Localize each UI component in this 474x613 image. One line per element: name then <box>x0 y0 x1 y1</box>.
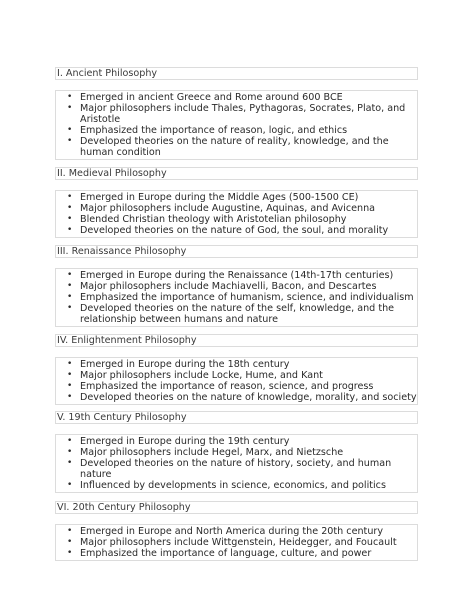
list-item: • Major philosophers include Wittgenstein, Heidegger, and Foucault <box>67 537 397 548</box>
list-item: • Developed theories on the nature of knowledge, morality, and society <box>67 392 417 403</box>
list-item: • Influenced by developments in science, economics, and politics <box>67 480 386 491</box>
section-enlightenment-philosophy <box>55 334 418 405</box>
list-item: • Major philosophers include Locke, Hume, and Kant <box>67 370 323 381</box>
bullet-icon: • <box>67 480 73 490</box>
bullet-icon: • <box>67 92 73 102</box>
bullet-icon: • <box>67 359 73 369</box>
list-item: • Major philosophers include Hegel, Marx, and Nietzsche <box>67 447 344 458</box>
bullet-icon: • <box>67 548 73 558</box>
section-heading: V. 19th Century Philosophy <box>55 411 418 424</box>
section-ancient-philosophy <box>55 67 418 160</box>
list-item: • Emerged in Europe during the Renaissance (14th-17th centuries) <box>67 270 394 281</box>
list-item: • Developed theories on the nature of God, the soul, and morality <box>67 225 389 236</box>
section-19th-century-philosophy <box>55 411 418 493</box>
list-item: • Emerged in Europe during the 19th century <box>67 436 290 447</box>
bullet-icon: • <box>67 281 73 291</box>
bullet-icon: • <box>67 103 73 113</box>
bullet-icon: • <box>67 192 73 202</box>
section-heading: II. Medieval Philosophy <box>55 167 418 180</box>
bullet-icon: • <box>67 214 73 224</box>
list-item: • Developed theories on the nature of history, society, and human nature <box>67 458 392 480</box>
section-heading: III. Renaissance Philosophy <box>55 245 418 258</box>
list-item: • Emerged in ancient Greece and Rome around 600 BCE <box>67 92 343 103</box>
bullet-list <box>55 90 418 160</box>
list-item: • Emerged in Europe and North America during the 20th century <box>67 526 384 537</box>
bullet-icon: • <box>67 370 73 380</box>
bullet-list <box>55 268 418 327</box>
list-item: • Emphasized the importance of language, culture, and power <box>67 548 372 559</box>
section-heading: IV. Enlightenment Philosophy <box>55 334 418 347</box>
bullet-icon: • <box>67 225 73 235</box>
list-item: • Major philosophers include Augustine, Aquinas, and Avicenna <box>67 203 376 214</box>
section-heading: I. Ancient Philosophy <box>55 67 418 80</box>
section-medieval-philosophy <box>55 167 418 238</box>
bullet-icon: • <box>67 526 73 536</box>
bullet-icon: • <box>67 303 73 313</box>
list-item: • Emerged in Europe during the Middle Ages (500-1500 CE) <box>67 192 359 203</box>
list-item: • Major philosophers include Thales, Pythagoras, Socrates, Plato, and Aristotle <box>67 103 406 125</box>
list-item: • Major philosophers include Machiavelli, Bacon, and Descartes <box>67 281 377 292</box>
list-item: • Emerged in Europe during the 18th century <box>67 359 290 370</box>
list-item: • Emphasized the importance of humanism, science, and individualism <box>67 292 414 303</box>
bullet-icon: • <box>67 136 73 146</box>
list-item: • Developed theories on the nature of reality, knowledge, and the human condition <box>67 136 389 158</box>
list-item: • Blended Christian theology with Aristotelian philosophy <box>67 214 347 225</box>
section-renaissance-philosophy <box>55 245 418 327</box>
bullet-icon: • <box>67 125 73 135</box>
list-item: • Developed theories on the nature of the self, knowledge, and the relationship between humans and nature <box>67 303 395 325</box>
list-item: • Emphasized the importance of reason, logic, and ethics <box>67 125 348 136</box>
bullet-list <box>55 434 418 493</box>
bullet-icon: • <box>67 292 73 302</box>
bullet-icon: • <box>67 270 73 280</box>
bullet-list <box>55 524 418 561</box>
bullet-list <box>55 190 418 238</box>
bullet-icon: • <box>67 203 73 213</box>
list-item: • Emphasized the importance of reason, science, and progress <box>67 381 374 392</box>
section-heading: VI. 20th Century Philosophy <box>55 501 418 514</box>
bullet-icon: • <box>67 392 73 402</box>
bullet-icon: • <box>67 447 73 457</box>
bullet-icon: • <box>67 458 73 468</box>
bullet-icon: • <box>67 537 73 547</box>
bullet-list <box>55 357 418 405</box>
bullet-icon: • <box>67 436 73 446</box>
section-20th-century-philosophy <box>55 501 418 561</box>
bullet-icon: • <box>67 381 73 391</box>
